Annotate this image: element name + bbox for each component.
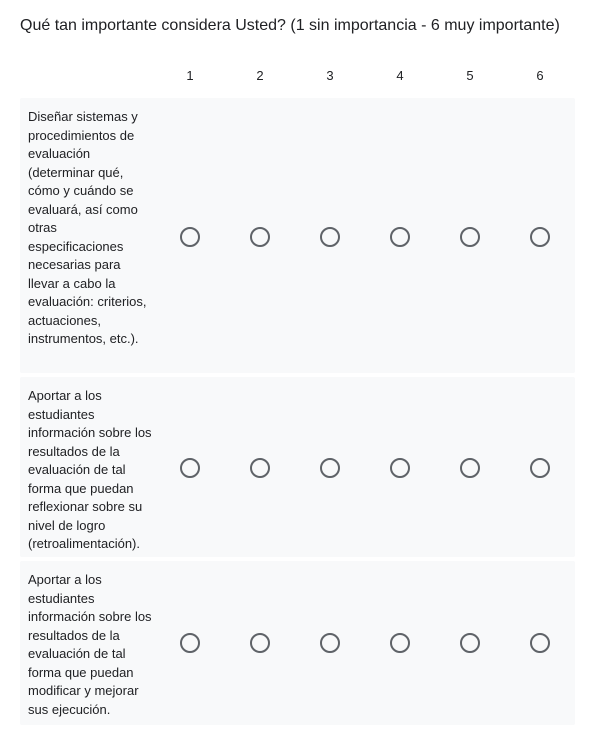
grid-row-3 xyxy=(20,561,575,725)
radio-unchecked-icon[interactable] xyxy=(180,633,200,653)
scale-label-2: 2 xyxy=(256,68,264,83)
radio-unchecked-icon[interactable] xyxy=(320,458,340,478)
radio-unchecked-icon[interactable] xyxy=(320,633,340,653)
scale-label-5: 5 xyxy=(466,68,474,83)
radio-unchecked-icon[interactable] xyxy=(250,227,270,247)
question-title: Qué tan importante considera Usted? (1 sin importancia - 6 muy importante) xyxy=(20,17,560,34)
radio-unchecked-icon[interactable] xyxy=(530,458,550,478)
radio-unchecked-icon[interactable] xyxy=(390,227,410,247)
row-label: Diseñar sistemas y procedimientos de evaluación (determinar qué, cómo y cuándo se evaluará, así como otras especificaciones necesarias para llevar a cabo la evaluación: criterios, actuaciones, instrumentos, etc.). xyxy=(28,109,147,346)
radio-unchecked-icon[interactable] xyxy=(390,458,410,478)
scale-label-4: 4 xyxy=(396,68,404,83)
row-label: Aportar a los estudiantes información sobre los resultados de la evaluación de tal forma que puedan modificar y mejorar sus ejecución. xyxy=(28,572,152,717)
radio-unchecked-icon[interactable] xyxy=(250,458,270,478)
radio-unchecked-icon[interactable] xyxy=(320,227,340,247)
radio-unchecked-icon[interactable] xyxy=(460,458,480,478)
scale-label-1: 1 xyxy=(186,68,194,83)
radio-unchecked-icon[interactable] xyxy=(460,633,480,653)
radio-unchecked-icon[interactable] xyxy=(180,227,200,247)
radio-unchecked-icon[interactable] xyxy=(460,227,480,247)
scale-label-6: 6 xyxy=(536,68,544,83)
grid-row-1 xyxy=(20,98,575,373)
radio-unchecked-icon[interactable] xyxy=(390,633,410,653)
scale-label-3: 3 xyxy=(326,68,334,83)
row-label: Aportar a los estudiantes información sobre los resultados de la evaluación de tal forma que puedan reflexionar sobre su nivel de logro (retroalimentación). xyxy=(28,388,152,551)
grid-row-2 xyxy=(20,377,575,557)
scale-header xyxy=(0,66,594,86)
radio-unchecked-icon[interactable] xyxy=(530,227,550,247)
radio-unchecked-icon[interactable] xyxy=(530,633,550,653)
radio-unchecked-icon[interactable] xyxy=(250,633,270,653)
radio-unchecked-icon[interactable] xyxy=(180,458,200,478)
